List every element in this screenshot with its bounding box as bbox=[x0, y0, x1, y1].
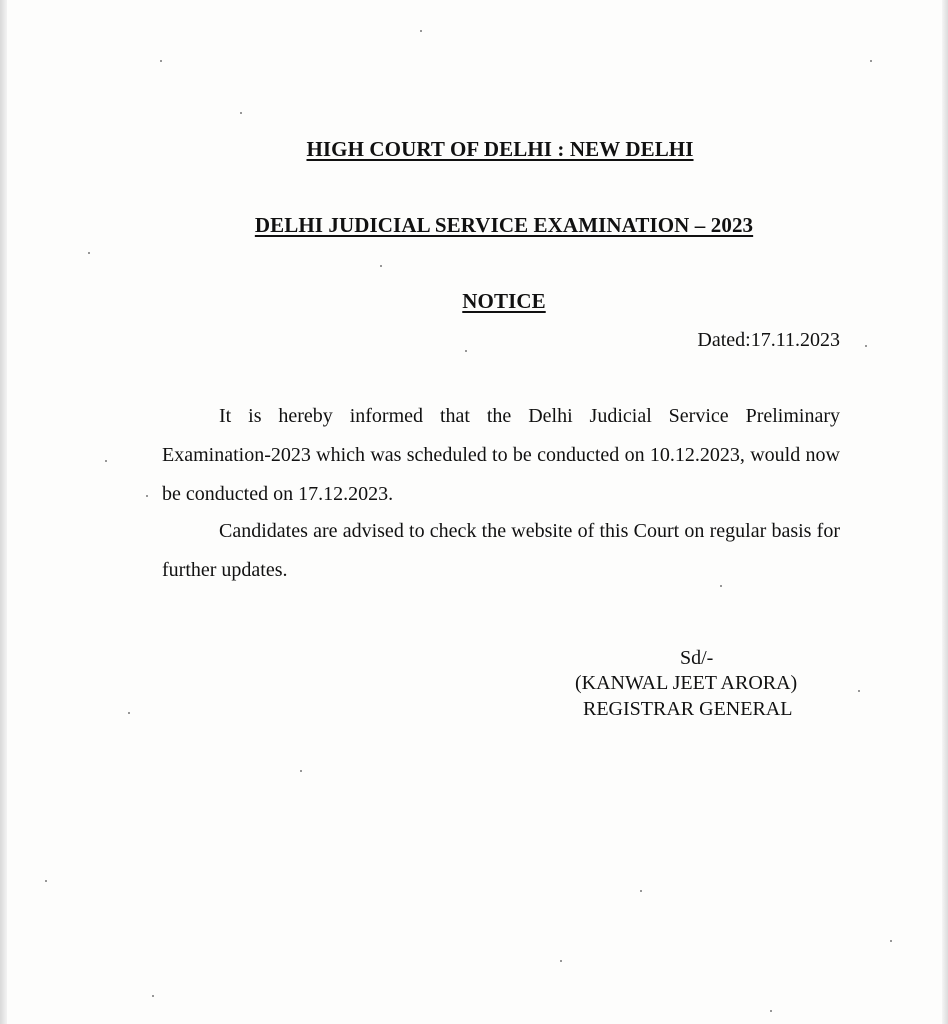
scan-speck bbox=[640, 890, 642, 892]
scan-speck bbox=[300, 770, 302, 772]
scan-speck bbox=[420, 30, 422, 32]
page-edge-left bbox=[0, 0, 7, 1024]
court-title: HIGH COURT OF DELHI : NEW DELHI bbox=[306, 137, 694, 161]
signature-sd: Sd/- bbox=[680, 647, 714, 669]
notice-paragraph-2: Candidates are advised to check the website of this Court on regular basis for further updates. bbox=[162, 520, 840, 581]
scan-speck bbox=[865, 345, 867, 347]
scan-speck bbox=[890, 940, 892, 942]
scan-speck bbox=[160, 60, 162, 62]
scan-speck bbox=[88, 252, 90, 254]
scan-speck bbox=[720, 585, 722, 587]
scan-speck bbox=[770, 1010, 772, 1012]
scan-speck bbox=[240, 112, 242, 114]
scan-speck bbox=[105, 460, 107, 462]
scan-speck bbox=[380, 265, 382, 267]
notice-date: Dated:17.11.2023 bbox=[697, 329, 840, 351]
scan-speck bbox=[560, 960, 562, 962]
scan-speck bbox=[858, 690, 860, 692]
scan-speck bbox=[146, 495, 148, 497]
scan-speck bbox=[45, 880, 47, 882]
scan-speck bbox=[152, 995, 154, 997]
scan-speck bbox=[870, 60, 872, 62]
notice-paragraph-1: It is hereby informed that the Delhi Judicial Service Preliminary Examination-2023 which was scheduled to be conducted on 10.12.2023, would now be conducted on 17.12.2023. bbox=[162, 405, 840, 505]
scan-speck bbox=[128, 712, 130, 714]
exam-title: DELHI JUDICIAL SERVICE EXAMINATION – 2023 bbox=[254, 213, 754, 237]
signatory-designation: REGISTRAR GENERAL bbox=[583, 698, 793, 720]
notice-label: NOTICE bbox=[462, 289, 546, 313]
signatory-name: (KANWAL JEET ARORA) bbox=[575, 672, 798, 694]
scan-speck bbox=[465, 350, 467, 352]
